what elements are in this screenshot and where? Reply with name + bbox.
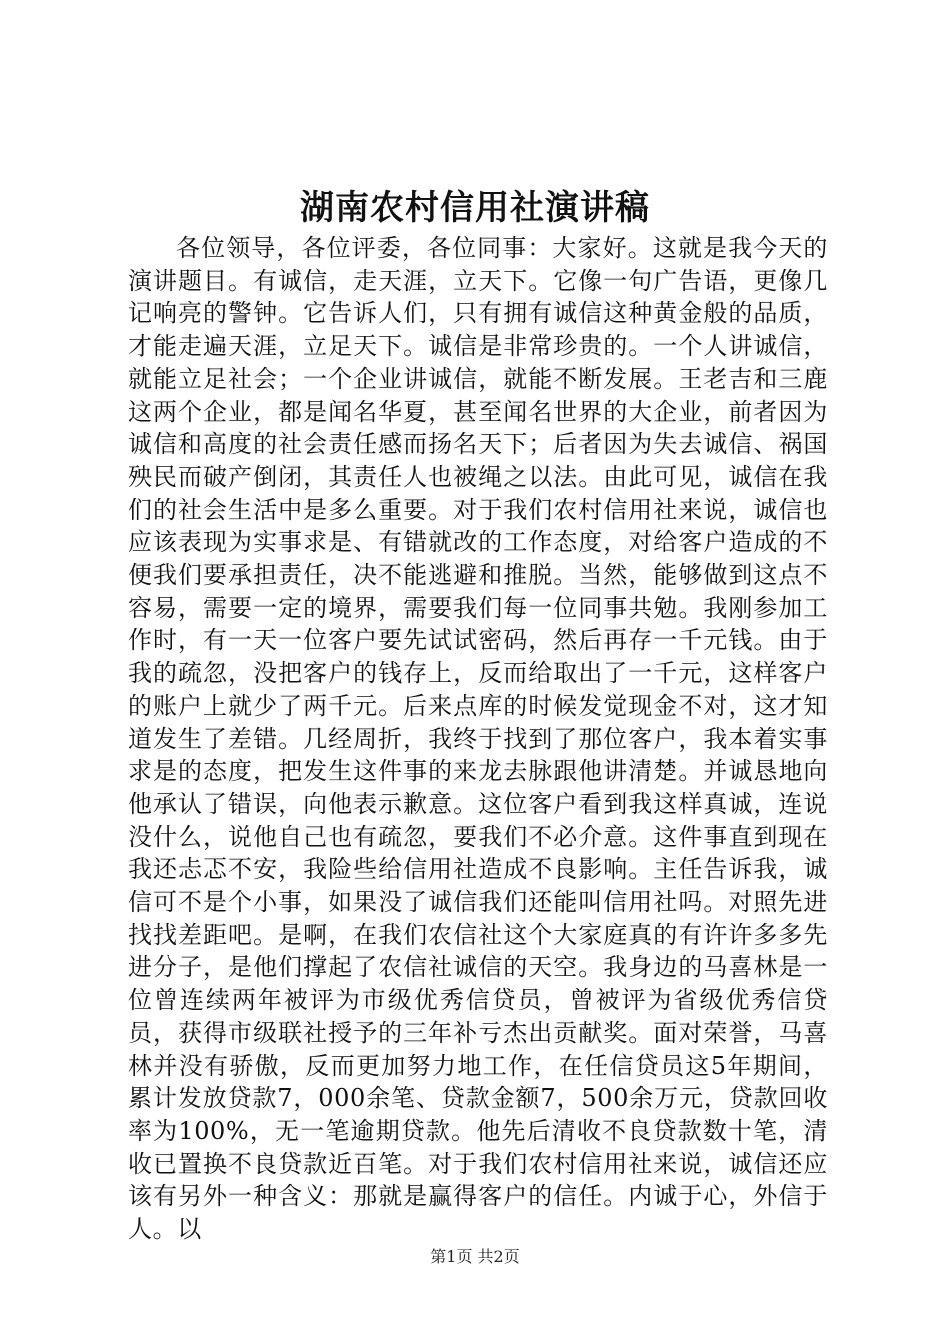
document-body-paragraph: 各位领导，各位评委，各位同事：大家好。这就是我今天的演讲题目。有诚信，走天涯，立天下。它像一句广告语，更像几记响亮的警钟。它告诉人们，只有拥有诚信这种黄金般的品质，才能走遍天涯，立足天下。诚信是非常珍贵的。一个人讲诚信，就能立足社会；一个企业讲诚信，就能不断发展。王老吉和三鹿这两个企业，都是闻名华夏，甚至闻名世界的大企业，前者因为诚信和高度的社会责任感而扬名天下；后者因为失去诚信、祸国殃民而破产倒闭，其责任人也被绳之以法。由此可见，诚信在我们的社会生活中是多么重要。对于我们农村信用社来说，诚信也应该表现为实事求是、有错就改的工作态度，对给客户造成的不便我们要承担责任，决不能逃避和推脱。当然，能够做到这点不容易，需要一定的境界，需要我们每一位同事共勉。我刚参加工作时，有一天一位客户要先试试密码，然后再存一千元钱。由于我的疏忽，没把客户的钱存上，反而给取出了一千元，这样客户的账户上就少了两千元。后来点库的时候发觉现金不对，这才知道发生了差错。几经周折，我终于找到了那位客户，我本着实事求是的态度，把发生这件事的来龙去脉跟他讲清楚。并诚恳地向他承认了错误，向他表示歉意。这位客户看到我这样真诚，连说没什么，说他自己也有疏忽，要我们不必介意。这件事直到现在我还忐忑不安，我险些给信用社造成不良影响。主任告诉我，诚信可不是个小事，如果没了诚信我们还能叫信用社吗。对照先进找找差距吧。是啊，在我们农信社这个大家庭真的有许许多多先进分子，是他们撑起了农信社诚信的天空。我身边的马喜林是一位曾连续两年被评为市级优秀信贷员，曾被评为省级优秀信贷员，获得市级联社授予的三年补亏杰出贡献奖。面对荣誉，马喜林并没有骄傲，反而更加努力地工作，在任信贷员这5年期间，累计发放贷款7，000余笔、贷款金额7，500余万元，贷款回收率为100%，无一笔逾期贷款。他先后清收不良贷款数十笔，清收已置换不良贷款近百笔。对于我们农村信用社来说，诚信还应该有另外一种含义：那就是赢得客户的信任。内诚于心，外信于人。以 <box>128 234 828 1244</box>
page-number-footer: 第1页 共2页 <box>430 1247 520 1266</box>
document-title: 湖南农村信用社演讲稿 <box>300 188 650 228</box>
